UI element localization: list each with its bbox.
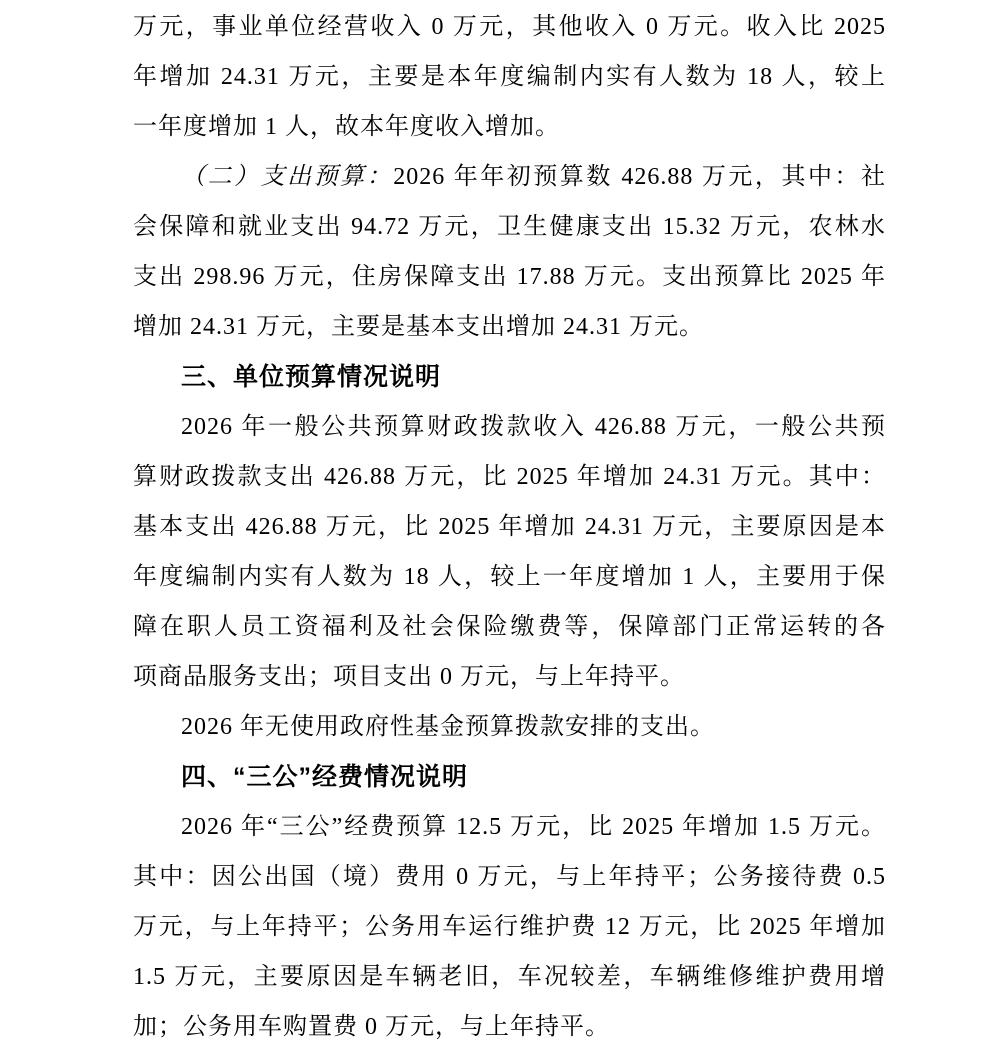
- text-line: 2026 年“三公”经费预算 12.5 万元，比 2025 年增加 1.5 万元。: [181, 814, 886, 840]
- text-line: 2026 年一般公共预算财政拨款收入 426.88 万元，一般公共预: [181, 414, 886, 440]
- text-line: 支出 298.96 万元，住房保障支出 17.88 万元。支出预算比 2025 年: [133, 264, 886, 290]
- text-line: 算财政拨款支出 426.88 万元，比 2025 年增加 24.31 万元。其中：: [133, 464, 886, 490]
- text-line: 年度编制内实有人数为 18 人，较上一年度增加 1 人，主要用于保: [133, 564, 886, 590]
- section-heading: 四、“三公”经费情况说明: [181, 763, 469, 791]
- text-line: 障在职人员工资福利及社会保险缴费等，保障部门正常运转的各: [133, 614, 886, 640]
- paragraph: [133, 702, 886, 752]
- text-line: 加；公务用车购置费 0 万元，与上年持平。: [133, 1014, 610, 1040]
- text-line: [133, 152, 886, 202]
- paragraph: [133, 402, 886, 702]
- text-line: 会保障和就业支出 94.72 万元，卫生健康支出 15.32 万元，农林水: [133, 214, 886, 240]
- paragraph: [133, 802, 886, 1052]
- paragraph: [133, 152, 886, 352]
- text-line: 万元，事业单位经营收入 0 万元，其他收入 0 万元。收入比 2025: [133, 14, 886, 40]
- text-line: 一年度增加 1 人，故本年度收入增加。: [133, 114, 560, 140]
- text-line: 1.5 万元，主要原因是车辆老旧，车况较差，车辆维修维护费用增: [133, 964, 886, 990]
- paragraph: [133, 2, 886, 152]
- section-heading: 三、单位预算情况说明: [181, 363, 442, 391]
- lead-label-run: （二）支出预算：: [181, 164, 394, 190]
- text-line: 其中：因公出国（境）费用 0 万元，与上年持平；公务接待费 0.5: [133, 864, 886, 890]
- text-line: 增加 24.31 万元，主要是基本支出增加 24.31 万元。: [133, 314, 704, 340]
- text-run: 2026 年年初预算数 426.88 万元，其中：社: [393, 164, 886, 190]
- text-line: 年增加 24.31 万元，主要是本年度编制内实有人数为 18 人，较上: [133, 64, 886, 90]
- text-line: 万元，与上年持平；公务用车运行维护费 12 万元，比 2025 年增加: [133, 914, 886, 940]
- text-line: 基本支出 426.88 万元，比 2025 年增加 24.31 万元，主要原因是本: [133, 514, 886, 540]
- text-line: 项商品服务支出；项目支出 0 万元，与上年持平。: [133, 664, 685, 690]
- text-line: 2026 年无使用政府性基金预算拨款安排的支出。: [181, 714, 715, 740]
